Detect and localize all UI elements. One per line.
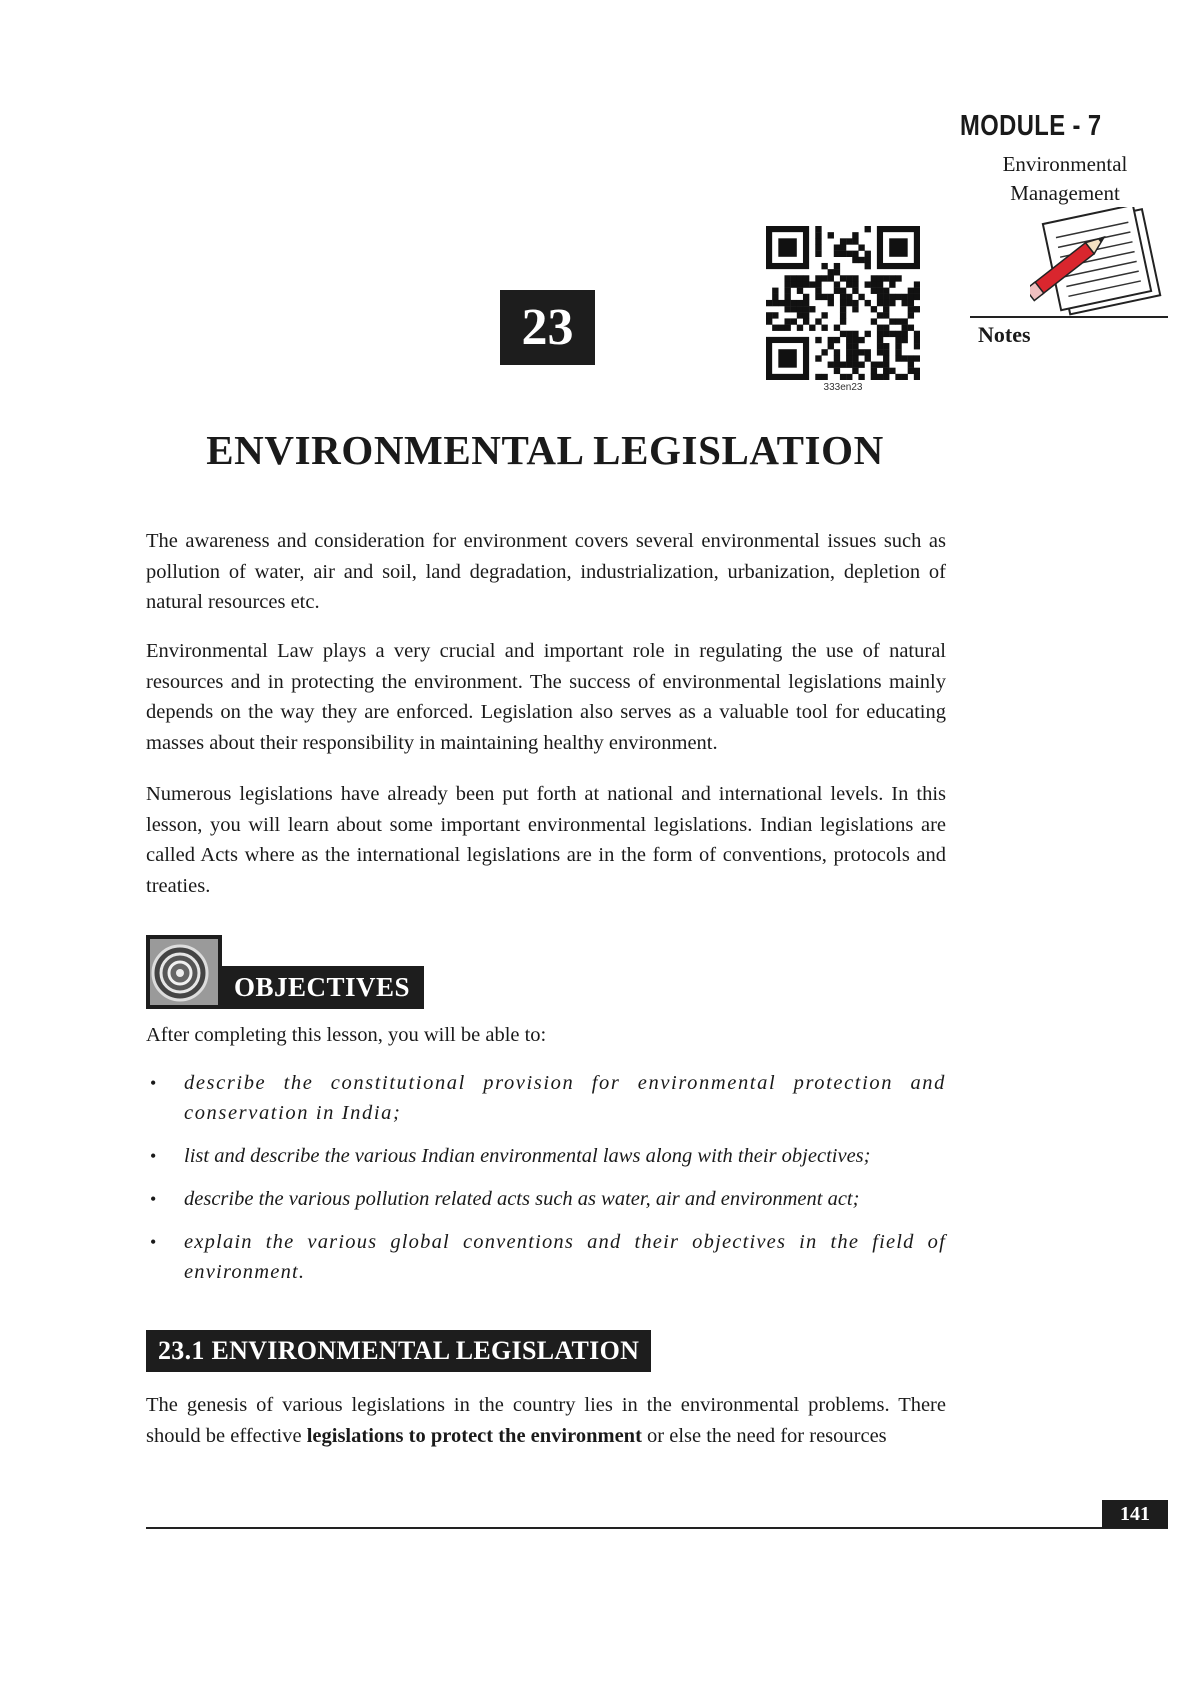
qr-module bbox=[883, 349, 889, 355]
qr-module bbox=[791, 281, 797, 287]
qr-module bbox=[791, 306, 797, 312]
qr-module bbox=[858, 294, 864, 300]
qr-module bbox=[902, 300, 908, 306]
qr-module bbox=[840, 275, 846, 281]
qr-module bbox=[883, 300, 889, 306]
objective-text: describe the various pollution related acts such as water, air and environment act; bbox=[184, 1188, 860, 1210]
footer-rule bbox=[146, 1527, 1168, 1529]
qr-module bbox=[834, 281, 840, 287]
qr-module bbox=[877, 312, 883, 318]
qr-module bbox=[914, 331, 920, 337]
qr-module bbox=[815, 244, 821, 250]
qr-module bbox=[883, 355, 889, 361]
qr-module bbox=[803, 294, 809, 300]
intro-paragraph-2: Environmental Law plays a very crucial and important role in regulating the use of natural resources and in protecting the environment. The success of environmental legislations mainly depends on the way they are enforced. Legislation also serves as a valuable tool for educating masses about their responsibility in maintaining healthy environment. bbox=[146, 640, 946, 754]
module-title: MODULE - 7 bbox=[960, 110, 1102, 142]
qr-module bbox=[852, 300, 858, 306]
qr-module bbox=[815, 226, 821, 232]
qr-module bbox=[914, 294, 920, 300]
qr-module bbox=[828, 337, 834, 343]
qr-module bbox=[821, 325, 827, 331]
qr-module bbox=[877, 331, 883, 337]
qr-module bbox=[846, 275, 852, 281]
qr-module bbox=[803, 318, 809, 324]
qr-module bbox=[784, 300, 790, 306]
qr-module bbox=[883, 294, 889, 300]
qr-module bbox=[914, 343, 920, 349]
qr-module bbox=[908, 288, 914, 294]
qr-module bbox=[908, 294, 914, 300]
qr-module bbox=[908, 368, 914, 374]
qr-module bbox=[828, 275, 834, 281]
qr-module bbox=[815, 337, 821, 343]
qr-module bbox=[877, 349, 883, 355]
qr-module bbox=[858, 374, 864, 380]
qr-module bbox=[828, 343, 834, 349]
qr-module bbox=[803, 312, 809, 318]
qr-module bbox=[902, 294, 908, 300]
qr-module bbox=[815, 275, 821, 281]
qr-module bbox=[852, 306, 858, 312]
qr-module bbox=[871, 281, 877, 287]
qr-module bbox=[871, 374, 877, 380]
qr-module bbox=[871, 275, 877, 281]
qr-module bbox=[883, 275, 889, 281]
qr-module bbox=[865, 281, 871, 287]
qr-module bbox=[772, 300, 778, 306]
qr-module bbox=[834, 337, 840, 343]
qr-module bbox=[852, 232, 858, 238]
qr-module bbox=[834, 325, 840, 331]
qr-module bbox=[908, 306, 914, 312]
objective-text: list and describe the various Indian environmental laws along with their objectives; bbox=[184, 1145, 871, 1167]
qr-finder bbox=[778, 238, 796, 256]
qr-module bbox=[895, 337, 901, 343]
qr-module bbox=[834, 362, 840, 368]
qr-module bbox=[902, 318, 908, 324]
qr-module bbox=[852, 355, 858, 361]
qr-module bbox=[877, 275, 883, 281]
qr-module bbox=[846, 343, 852, 349]
qr-module bbox=[883, 368, 889, 374]
qr-module bbox=[914, 281, 920, 287]
qr-module bbox=[914, 355, 920, 361]
qr-module bbox=[834, 355, 840, 361]
qr-module bbox=[865, 251, 871, 257]
list-item bbox=[146, 1227, 946, 1287]
qr-module bbox=[852, 238, 858, 244]
qr-module bbox=[908, 362, 914, 368]
qr-module bbox=[846, 300, 852, 306]
qr-module bbox=[889, 281, 895, 287]
objectives-list bbox=[146, 1068, 946, 1300]
qr-module bbox=[821, 275, 827, 281]
qr-module bbox=[858, 244, 864, 250]
qr-module bbox=[883, 362, 889, 368]
qr-module bbox=[772, 288, 778, 294]
qr-module bbox=[840, 244, 846, 250]
qr-module bbox=[895, 294, 901, 300]
qr-module bbox=[809, 325, 815, 331]
qr-module bbox=[914, 306, 920, 312]
qr-module bbox=[883, 306, 889, 312]
bullet-icon: • bbox=[150, 1073, 157, 1093]
qr-module bbox=[871, 368, 877, 374]
qr-module bbox=[865, 355, 871, 361]
qr-module bbox=[834, 263, 840, 269]
qr-module bbox=[834, 244, 840, 250]
qr-module bbox=[846, 374, 852, 380]
qr-module bbox=[895, 374, 901, 380]
qr-module bbox=[797, 275, 803, 281]
chapter-title: ENVIRONMENTAL LEGISLATION bbox=[206, 427, 884, 473]
objectives-target-icon bbox=[146, 935, 222, 1014]
qr-module bbox=[883, 312, 889, 318]
qr-module bbox=[803, 300, 809, 306]
qr-module bbox=[803, 306, 809, 312]
qr-module bbox=[840, 318, 846, 324]
qr-module bbox=[883, 325, 889, 331]
qr-module bbox=[840, 306, 846, 312]
qr-module bbox=[766, 318, 772, 324]
qr-module bbox=[784, 288, 790, 294]
qr-module bbox=[895, 349, 901, 355]
qr-module bbox=[852, 362, 858, 368]
qr-module bbox=[815, 294, 821, 300]
qr-module bbox=[908, 312, 914, 318]
section-text-before: The genesis of various legislations in the country lies in the environmental problems. There should be effective bbox=[146, 1394, 946, 1447]
qr-module bbox=[865, 257, 871, 263]
qr-module bbox=[846, 238, 852, 244]
qr-module bbox=[784, 306, 790, 312]
qr-module bbox=[815, 238, 821, 244]
qr-module bbox=[821, 349, 827, 355]
objective-text: describe the constitutional provision for environmental protection and conservation in India; bbox=[184, 1072, 946, 1124]
qr-module bbox=[895, 343, 901, 349]
qr-module bbox=[877, 362, 883, 368]
qr-module bbox=[766, 312, 772, 318]
qr-module bbox=[784, 275, 790, 281]
qr-module bbox=[877, 325, 883, 331]
qr-module bbox=[815, 374, 821, 380]
qr-module bbox=[902, 325, 908, 331]
qr-module bbox=[797, 281, 803, 287]
qr-module bbox=[797, 312, 803, 318]
page-number: 141 bbox=[1102, 1500, 1168, 1528]
qr-module bbox=[834, 349, 840, 355]
qr-module bbox=[871, 306, 877, 312]
qr-module bbox=[865, 300, 871, 306]
qr-module bbox=[895, 318, 901, 324]
qr-module bbox=[852, 275, 858, 281]
qr-module bbox=[821, 374, 827, 380]
list-item bbox=[146, 1068, 946, 1128]
qr-module bbox=[908, 325, 914, 331]
qr-module bbox=[809, 306, 815, 312]
qr-module bbox=[877, 294, 883, 300]
qr-module bbox=[895, 275, 901, 281]
qr-module bbox=[766, 300, 772, 306]
qr-finder bbox=[778, 349, 796, 367]
bullet-icon: • bbox=[150, 1232, 157, 1252]
qr-module bbox=[852, 288, 858, 294]
qr-module bbox=[858, 362, 864, 368]
qr-module bbox=[846, 281, 852, 287]
module-subtitle-line2: Management bbox=[1010, 181, 1120, 205]
qr-module bbox=[895, 355, 901, 361]
qr-module bbox=[828, 294, 834, 300]
qr-module bbox=[846, 331, 852, 337]
qr-module bbox=[791, 300, 797, 306]
qr-module bbox=[834, 251, 840, 257]
qr-module bbox=[902, 374, 908, 380]
qr-module bbox=[902, 355, 908, 361]
qr-module bbox=[784, 318, 790, 324]
qr-module bbox=[865, 263, 871, 269]
qr-module bbox=[852, 337, 858, 343]
qr-module bbox=[871, 362, 877, 368]
qr-module bbox=[834, 288, 840, 294]
qr-module bbox=[778, 300, 784, 306]
qr-module bbox=[902, 337, 908, 343]
qr-module bbox=[846, 355, 852, 361]
qr-module bbox=[778, 325, 784, 331]
list-item bbox=[146, 1141, 946, 1171]
qr-module bbox=[846, 349, 852, 355]
qr-code[interactable] bbox=[766, 226, 920, 385]
qr-finder bbox=[889, 238, 907, 256]
qr-module bbox=[846, 294, 852, 300]
qr-module bbox=[821, 312, 827, 318]
qr-module bbox=[809, 281, 815, 287]
qr-module bbox=[815, 288, 821, 294]
qr-module bbox=[840, 251, 846, 257]
qr-caption: 333en23 bbox=[823, 382, 863, 393]
qr-module bbox=[865, 226, 871, 232]
qr-module bbox=[883, 288, 889, 294]
qr-module bbox=[877, 343, 883, 349]
qr-module bbox=[784, 294, 790, 300]
section-heading: 23.1 ENVIRONMENTAL LEGISLATION bbox=[146, 1330, 651, 1372]
qr-module bbox=[803, 275, 809, 281]
qr-module bbox=[889, 331, 895, 337]
module-subtitle-line1: Environmental bbox=[1002, 152, 1128, 176]
qr-module bbox=[840, 331, 846, 337]
qr-module bbox=[908, 300, 914, 306]
qr-module bbox=[772, 325, 778, 331]
qr-module bbox=[784, 325, 790, 331]
qr-module bbox=[834, 368, 840, 374]
qr-module bbox=[877, 288, 883, 294]
qr-module bbox=[908, 355, 914, 361]
qr-module bbox=[815, 355, 821, 361]
qr-module bbox=[858, 257, 864, 263]
qr-module bbox=[858, 337, 864, 343]
qr-module bbox=[852, 343, 858, 349]
qr-module bbox=[797, 300, 803, 306]
qr-module bbox=[914, 368, 920, 374]
qr-module bbox=[840, 312, 846, 318]
qr-module bbox=[858, 349, 864, 355]
bullet-icon: • bbox=[150, 1146, 157, 1166]
qr-module bbox=[852, 349, 858, 355]
objectives-intro: After completing this lesson, you will be able to: bbox=[146, 1024, 547, 1046]
list-item bbox=[146, 1184, 946, 1214]
qr-module bbox=[791, 318, 797, 324]
qr-module bbox=[877, 337, 883, 343]
module-subtitle bbox=[960, 150, 1170, 208]
qr-module bbox=[815, 281, 821, 287]
qr-module bbox=[889, 300, 895, 306]
qr-module bbox=[883, 343, 889, 349]
qr-module bbox=[852, 257, 858, 263]
qr-module bbox=[846, 362, 852, 368]
qr-module bbox=[914, 288, 920, 294]
qr-module bbox=[889, 294, 895, 300]
qr-module bbox=[840, 374, 846, 380]
qr-module bbox=[871, 288, 877, 294]
qr-module bbox=[784, 281, 790, 287]
bullet-icon: • bbox=[150, 1189, 157, 1209]
qr-module bbox=[828, 362, 834, 368]
qr-module bbox=[889, 275, 895, 281]
qr-module bbox=[815, 232, 821, 238]
qr-module bbox=[877, 374, 883, 380]
qr-module bbox=[877, 281, 883, 287]
section-text-after: or else the need for resources bbox=[641, 1424, 887, 1447]
qr-module bbox=[772, 312, 778, 318]
qr-module bbox=[871, 318, 877, 324]
objective-text: explain the various global conventions and their objectives in the field of environment. bbox=[184, 1231, 946, 1283]
qr-module bbox=[815, 251, 821, 257]
qr-module bbox=[797, 288, 803, 294]
qr-module bbox=[797, 325, 803, 331]
qr-module bbox=[797, 306, 803, 312]
qr-module bbox=[852, 368, 858, 374]
qr-module bbox=[889, 318, 895, 324]
section-paragraph bbox=[146, 1390, 946, 1451]
qr-module bbox=[914, 374, 920, 380]
qr-module bbox=[852, 281, 858, 287]
notes-divider bbox=[970, 316, 1168, 318]
qr-module bbox=[840, 300, 846, 306]
qr-module bbox=[852, 331, 858, 337]
intro-paragraph-1: The awareness and consideration for environment covers several environmental issues such as pollution of water, air and soil, land degradation, industrialization, urbanization, depletion of natural resources etc. bbox=[146, 530, 946, 613]
qr-module bbox=[828, 232, 834, 238]
objectives-heading: OBJECTIVES bbox=[220, 966, 424, 1009]
qr-module bbox=[803, 281, 809, 287]
qr-module bbox=[791, 275, 797, 281]
qr-module bbox=[828, 269, 834, 275]
qr-module bbox=[840, 288, 846, 294]
qr-module bbox=[840, 238, 846, 244]
qr-module bbox=[883, 331, 889, 337]
qr-module bbox=[840, 294, 846, 300]
qr-module bbox=[883, 374, 889, 380]
qr-module bbox=[846, 251, 852, 257]
qr-module bbox=[846, 337, 852, 343]
qr-module bbox=[815, 318, 821, 324]
qr-module bbox=[821, 263, 827, 269]
qr-module bbox=[772, 294, 778, 300]
qr-module bbox=[889, 368, 895, 374]
qr-module bbox=[865, 331, 871, 337]
notes-label: Notes bbox=[978, 322, 1031, 347]
qr-module bbox=[895, 331, 901, 337]
qr-module bbox=[821, 294, 827, 300]
qr-module bbox=[840, 362, 846, 368]
qr-module bbox=[902, 331, 908, 337]
intro-paragraph-3: Numerous legislations have already been put forth at national and international levels. In this lesson, you will learn about some important environmental legislations. Indian legislations are called Acts where as the international legislations are in the form of conventions, protocols and treaties. bbox=[146, 783, 946, 897]
qr-module bbox=[865, 349, 871, 355]
qr-module bbox=[828, 300, 834, 306]
qr-module bbox=[852, 251, 858, 257]
chapter-number: 23 bbox=[500, 290, 595, 365]
section-text-bold: legislations to protect the environment bbox=[306, 1424, 642, 1447]
qr-module bbox=[877, 300, 883, 306]
qr-module bbox=[914, 337, 920, 343]
notes-pencil-icon bbox=[1030, 207, 1165, 322]
qr-module bbox=[834, 269, 840, 275]
